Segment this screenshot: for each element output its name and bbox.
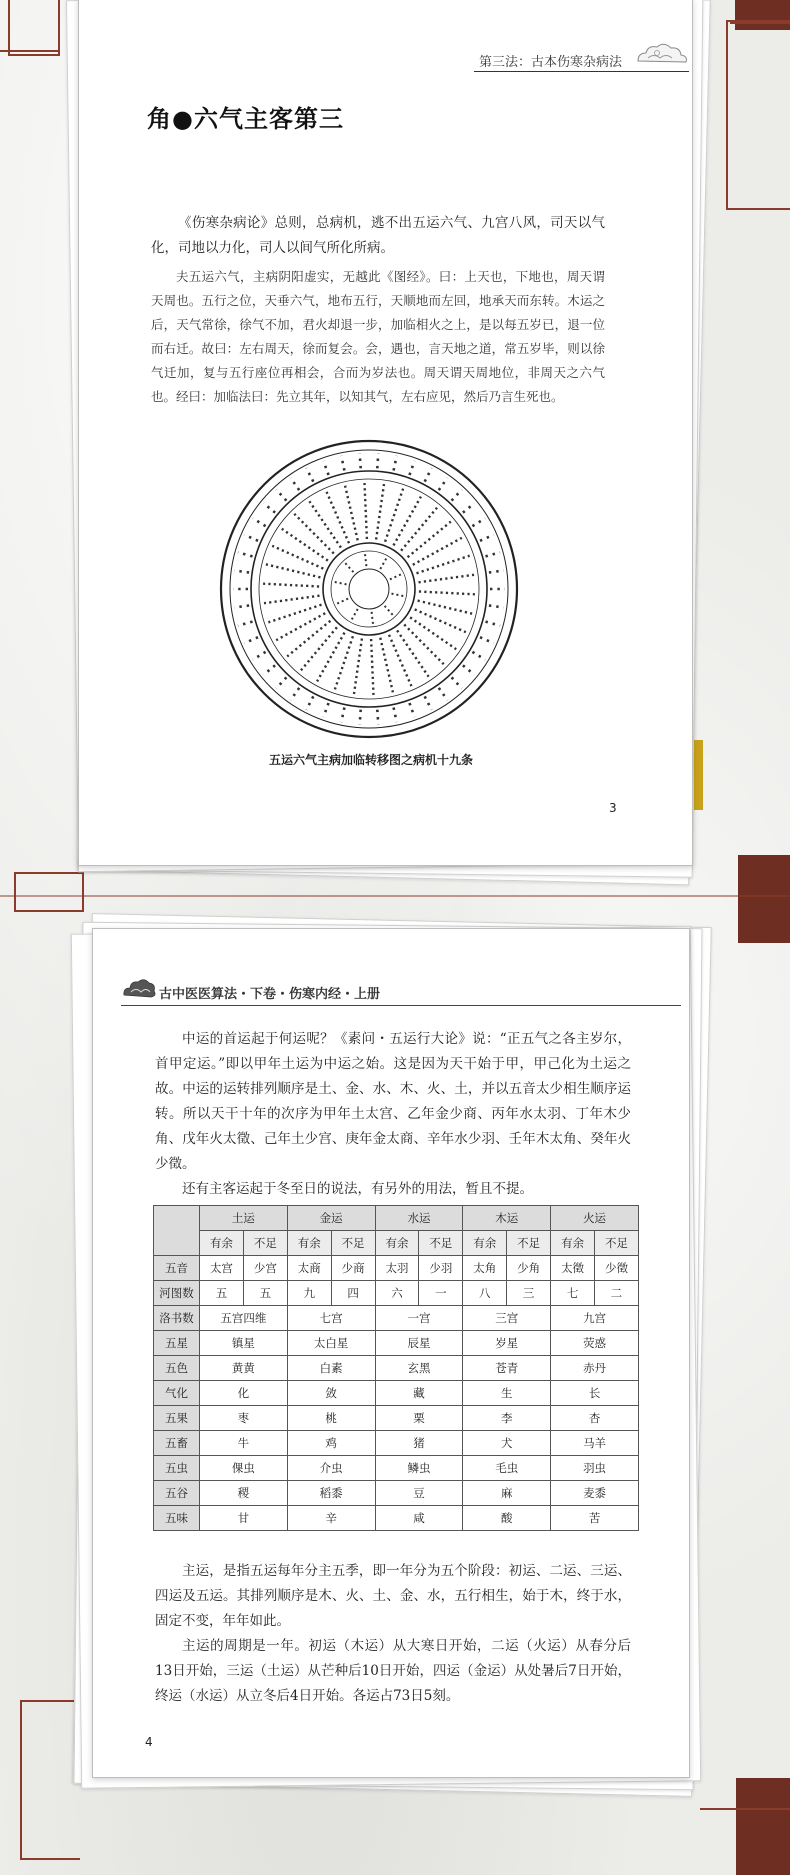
diagram-glyph-column — [415, 609, 466, 632]
diagram-rim-glyph — [253, 652, 266, 660]
page-number: 3 — [609, 801, 617, 815]
diagram-rim-glyph — [410, 703, 415, 717]
diagram-glyph-column — [376, 484, 384, 539]
diagram-rim-glyph — [244, 637, 258, 643]
table-cell: 枣 — [200, 1406, 288, 1431]
diagram-glyph-column — [418, 601, 473, 614]
diagram-rim-glyph — [244, 535, 258, 541]
diagram-glyph-column — [365, 483, 367, 539]
table-cell: 太羽 — [375, 1256, 419, 1281]
body-bottom — [155, 1559, 631, 1709]
diagram-glyph-column — [294, 514, 334, 554]
diagram-glyph-column — [336, 599, 348, 604]
diagram-rim-glyph — [377, 453, 378, 468]
diagram-rim-glyph — [394, 708, 397, 723]
running-head: 第三法：古本伤寒杂病法 — [479, 55, 623, 70]
table-cell: 稻黍 — [287, 1481, 375, 1506]
diagram-rim-glyph — [452, 677, 462, 688]
subcolumn-header: 不足 — [507, 1231, 551, 1256]
table-row — [154, 1381, 639, 1406]
table-row — [154, 1481, 639, 1506]
table-cell: 玄黑 — [375, 1356, 463, 1381]
diagram-rim-glyph — [341, 456, 344, 471]
table-cell: 少宫 — [243, 1256, 287, 1281]
running-head-rule — [474, 71, 689, 72]
table-cell: 猪 — [375, 1431, 463, 1456]
paragraph: 夫五运六气，主病阴阳虚实，无越此《图经》。曰：上天也，下地也，周天谓天周也。五行之位，天垂六气，地布五行，天顺地而左回，地承天而东转。木运之后，天气常徐，徐气不加，君火却退一步，加临相火之上，是以每五岁已，退一位而右迁。故曰：左右周天，徐而复会。会，遇也，言天地之道，常五岁毕，则以徐气迁加，复与五行座位再相会，合而为岁法也。周天谓天周地位，非周天之六气也。经曰：加临法曰：先立其年，以知其气，左右应见，然后乃言生死也。 — [151, 269, 605, 404]
diagram-glyph-column — [389, 635, 411, 686]
table-cell: 桃 — [287, 1406, 375, 1431]
book-page-4 — [92, 928, 690, 1778]
diagram-rim-glyph — [276, 490, 286, 501]
table-cell: 黄黄 — [200, 1356, 288, 1381]
diagram-rim-glyph — [425, 696, 432, 709]
diagram-glyph-column — [287, 621, 330, 657]
diagram-rim-glyph — [324, 703, 329, 717]
intro-paragraph — [151, 211, 605, 261]
diagram-glyph-column — [365, 553, 367, 566]
table-cell: 岁星 — [463, 1331, 551, 1356]
running-head: 古中医医算法・下卷・伤寒内经・上册 — [159, 987, 381, 1002]
table-row — [154, 1406, 639, 1431]
row-header: 五味 — [154, 1506, 200, 1531]
row-header: 气化 — [154, 1381, 200, 1406]
table-cell: 咸 — [375, 1506, 463, 1531]
diagram-rim-glyph — [480, 637, 494, 643]
row-header: 五谷 — [154, 1481, 200, 1506]
table-cell: 辛 — [287, 1506, 375, 1531]
subcolumn-header: 有余 — [375, 1231, 419, 1256]
diagram-glyph-column — [301, 627, 337, 670]
table-cell: 酸 — [463, 1506, 551, 1531]
diagram-glyph-column — [380, 558, 386, 569]
table-cell: 鸡 — [287, 1431, 375, 1456]
table-cell: 稷 — [200, 1481, 288, 1506]
table-cell: 介虫 — [287, 1456, 375, 1481]
diagram-rim-glyph — [452, 490, 462, 501]
diagram-rim-glyph — [472, 518, 485, 526]
diagram-glyph-column — [417, 556, 470, 574]
table-cell: 少商 — [331, 1256, 375, 1281]
table-cell: 太徵 — [551, 1256, 595, 1281]
table-cell: 苦 — [551, 1506, 639, 1531]
diagram-rim-glyph — [360, 710, 361, 725]
diagram-glyph-column — [354, 639, 362, 694]
subcolumn-header: 不足 — [243, 1231, 287, 1256]
table-row — [154, 1356, 639, 1381]
row-header: 河图数 — [154, 1281, 200, 1306]
diagram-rim-glyph — [489, 571, 504, 573]
diagram-glyph-column — [266, 564, 321, 577]
table-row — [154, 1256, 639, 1281]
table-cell: 太角 — [463, 1256, 507, 1281]
diagram-rim-glyph — [377, 710, 378, 725]
diagram-rim-glyph — [234, 606, 249, 608]
cloud-ornament-icon — [634, 41, 689, 67]
table-cell: 一宫 — [375, 1306, 463, 1331]
diagram-rim-glyph — [238, 622, 253, 626]
paragraph: 还有主客运起于冬至日的说法，有另外的用法，暂且不提。 — [182, 1181, 533, 1197]
table-row — [154, 1281, 639, 1306]
diagram-glyph-column — [372, 612, 374, 625]
table-cell: 七宫 — [287, 1306, 375, 1331]
diagram-rim-glyph — [291, 688, 300, 700]
table-cell: 荧惑 — [551, 1331, 639, 1356]
subcolumn-header: 不足 — [331, 1231, 375, 1256]
diagram-rim-glyph — [360, 453, 361, 468]
table-row — [154, 1506, 639, 1531]
column-header: 火运 — [551, 1206, 639, 1231]
diagram-glyph-column — [390, 574, 402, 579]
yellow-page-tab — [694, 740, 703, 810]
table-cell: 少角 — [507, 1256, 551, 1281]
diagram-glyph-column — [345, 563, 354, 573]
deco-line-bottom — [700, 1808, 790, 1810]
diagram-glyph-column — [268, 605, 321, 623]
row-header: 五畜 — [154, 1431, 200, 1456]
table-cell: 白素 — [287, 1356, 375, 1381]
diagram-rim-glyph — [480, 535, 494, 541]
diagram-glyph-column — [404, 625, 444, 665]
paragraph: 主运，是指五运每年分主五季，即一年分为五个阶段：初运、二运、三运、四运及五运。其排列顺序是木、火、土、金、水，五行相生，始于木，终于水，固定不变，年年如此。 — [155, 1563, 631, 1629]
table-cell: 九宫 — [551, 1306, 639, 1331]
subcolumn-header: 不足 — [419, 1231, 463, 1256]
diagram-rim-glyph — [264, 665, 276, 674]
diagram-glyph-column — [335, 636, 353, 689]
diagram-rim-glyph — [463, 665, 475, 674]
deco-outline-top-left — [8, 0, 60, 56]
table-cell: 马羊 — [551, 1431, 639, 1456]
diagram-glyph-column — [263, 584, 319, 587]
table-cell: 五宫四维 — [200, 1306, 288, 1331]
paragraph: 中运的首运起于何运呢？《素问・五运行大论》说：“正五气之各主岁尔，首甲定运。”即以甲年土运为中运之始。这是因为天干始于甲，甲己化为土运之故。中运的运转排列顺序是土、金、水、木、火、土，并以五音太少相生顺序运转。所以天干十年的次序为甲年土太宫、乙年金少商、丙年水太羽、丁年木少角、戊年火太徵、己年土少宫、庚年金太商、辛年水少羽、壬年木太角、癸年火少徵。 — [155, 1031, 631, 1172]
table-cell: 辰星 — [375, 1331, 463, 1356]
diagram-glyph-column — [385, 489, 403, 542]
table-cell: 太商 — [287, 1256, 331, 1281]
table-cell: 敛 — [287, 1381, 375, 1406]
table-cell: 五 — [200, 1281, 244, 1306]
table-cell: 栗 — [375, 1406, 463, 1431]
table-cell: 毛虫 — [463, 1456, 551, 1481]
deco-red-block-mid-right — [738, 855, 790, 943]
running-head-rule — [121, 1005, 681, 1006]
diagram-glyph-column — [309, 501, 341, 547]
subcolumn-header: 有余 — [287, 1231, 331, 1256]
table-cell: 三宫 — [463, 1306, 551, 1331]
diagram-glyph-column — [334, 582, 347, 585]
diagram-rim-glyph — [463, 503, 475, 512]
diagram-glyph-column — [419, 575, 475, 583]
diagram-glyph-column — [327, 492, 349, 543]
body-top — [155, 1027, 631, 1202]
diagram-glyph-column — [345, 486, 358, 541]
table-cell: 少徵 — [595, 1256, 639, 1281]
wuyun-liuqi-circle-diagram — [209, 439, 529, 739]
table-corner — [154, 1206, 200, 1256]
table-cell: 犬 — [463, 1431, 551, 1456]
table-cell: 九 — [287, 1281, 331, 1306]
diagram-glyph-column — [408, 522, 451, 558]
row-header: 五虫 — [154, 1456, 200, 1481]
table-cell: 甘 — [200, 1506, 288, 1531]
deco-line-mid — [0, 895, 790, 897]
column-header: 金运 — [287, 1206, 375, 1231]
deco-outline-mid-left — [14, 872, 84, 912]
subcolumn-header: 有余 — [463, 1231, 507, 1256]
subcolumn-header: 不足 — [595, 1231, 639, 1256]
diagram-caption: 五运六气主病加临转移图之病机十九条 — [269, 753, 474, 767]
diagram-rim-glyph — [253, 518, 266, 526]
diagram-rim-glyph — [486, 552, 501, 556]
diagram-glyph-column — [392, 594, 405, 597]
diagram-glyph-column — [351, 609, 357, 620]
diagram-glyph-column — [282, 529, 328, 561]
deco-outline-bottom-left — [20, 1700, 80, 1860]
diagram-rim-glyph — [394, 456, 397, 471]
table-cell: 倮虫 — [200, 1456, 288, 1481]
diagram-rim-glyph — [410, 461, 415, 475]
row-header: 五果 — [154, 1406, 200, 1431]
table-cell: 少羽 — [419, 1256, 463, 1281]
deco-outline-right-top — [726, 20, 790, 210]
wuyun-table — [153, 1205, 639, 1531]
diagram-rim-glyph — [306, 696, 313, 709]
paragraph: 主运的周期是一年。初运（木运）从大寒日开始，二运（火运）从春分后13日开始，三运（土运）从芒种后10日开始，四运（金运）从处暑后7日开始，终运（水运）从立冬后4日开始。各运占73日5刻。 — [155, 1638, 631, 1704]
table-row — [154, 1431, 639, 1456]
diagram-rim-glyph — [439, 688, 448, 700]
diagram-glyph-column — [264, 596, 320, 604]
column-header: 土运 — [200, 1206, 288, 1231]
column-header: 木运 — [463, 1206, 551, 1231]
diagram-glyph-column — [401, 508, 437, 551]
column-header: 水运 — [375, 1206, 463, 1231]
table-cell: 长 — [551, 1381, 639, 1406]
table-cell: 麦黍 — [551, 1481, 639, 1506]
table-cell: 牛 — [200, 1431, 288, 1456]
diagram-glyph-column — [385, 606, 394, 616]
cloud-ornament-icon — [121, 977, 157, 1001]
table-cell: 鳞虫 — [375, 1456, 463, 1481]
subcolumn-header: 有余 — [551, 1231, 595, 1256]
book-page-3 — [78, 0, 693, 866]
table-cell: 三 — [507, 1281, 551, 1306]
table-cell: 羽虫 — [551, 1456, 639, 1481]
paragraph: 《伤寒杂病论》总则，总病机，逃不出五运六气、九宫八风，司天以气化，司地以力化，司人以间气所化所病。 — [151, 215, 605, 256]
diagram-glyph-column — [419, 592, 475, 595]
diagram-rim-glyph — [489, 606, 504, 608]
diagram-rim-glyph — [486, 622, 501, 626]
table-cell: 太宫 — [200, 1256, 244, 1281]
table-cell: 生 — [463, 1381, 551, 1406]
table-cell: 五 — [243, 1281, 287, 1306]
table-cell: 二 — [595, 1281, 639, 1306]
diagram-glyph-column — [272, 546, 323, 569]
table-row — [154, 1306, 639, 1331]
row-header: 洛书数 — [154, 1306, 200, 1331]
table-cell: 赤丹 — [551, 1356, 639, 1381]
diagram-rim-glyph — [306, 468, 313, 481]
deco-red-block-bottom-right — [736, 1778, 790, 1875]
diagram-glyph-column — [380, 638, 393, 693]
row-header: 五星 — [154, 1331, 200, 1356]
table-cell: 藏 — [375, 1381, 463, 1406]
diagram-rim-glyph — [439, 478, 448, 490]
table-cell: 八 — [463, 1281, 507, 1306]
table-row — [154, 1456, 639, 1481]
subcolumn-header: 有余 — [200, 1231, 244, 1256]
table-cell: 麻 — [463, 1481, 551, 1506]
page-number: 4 — [145, 1735, 153, 1749]
diagram-rim-glyph — [238, 552, 253, 556]
table-cell: 六 — [375, 1281, 419, 1306]
table-cell: 四 — [331, 1281, 375, 1306]
table-cell: 太白星 — [287, 1331, 375, 1356]
table-cell: 李 — [463, 1406, 551, 1431]
row-header: 五音 — [154, 1256, 200, 1281]
diagram-rim-glyph — [234, 571, 249, 573]
diagram-glyph-column — [410, 617, 456, 649]
table-row — [154, 1331, 639, 1356]
table-cell: 化 — [200, 1381, 288, 1406]
diagram-rim-glyph — [264, 503, 276, 512]
chapter-title: 角●六气主客第三 — [147, 105, 344, 133]
diagram-rim-glyph — [341, 708, 344, 723]
table-cell: 杏 — [551, 1406, 639, 1431]
table-cell: 镇星 — [200, 1331, 288, 1356]
table-cell: 苍青 — [463, 1356, 551, 1381]
diagram-rim-glyph — [472, 652, 485, 660]
diagram-glyph-column — [397, 630, 429, 676]
diagram-glyph-column — [371, 639, 373, 695]
row-header: 五色 — [154, 1356, 200, 1381]
table-cell: 七 — [551, 1281, 595, 1306]
table-cell: 一 — [419, 1281, 463, 1306]
diagram-rim-glyph — [291, 478, 300, 490]
diagram-rim-glyph — [324, 461, 329, 475]
table-cell: 豆 — [375, 1481, 463, 1506]
diagram-rim-glyph — [425, 468, 432, 481]
diagram-rim-glyph — [276, 677, 286, 688]
quoted-passage — [151, 265, 605, 409]
